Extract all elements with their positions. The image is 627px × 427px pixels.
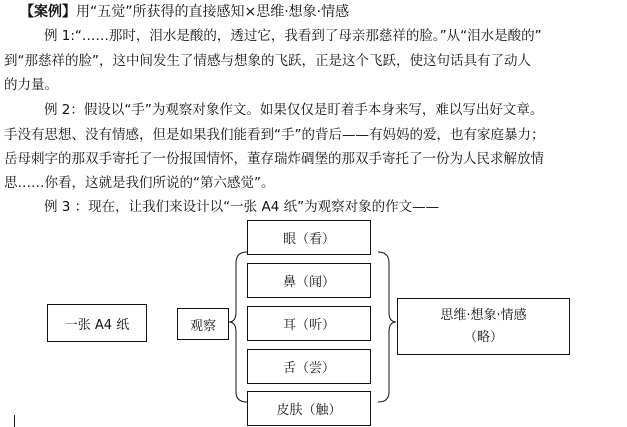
- right-brace: [378, 252, 396, 402]
- sense-touch-label: 皮肤（触）: [276, 403, 342, 418]
- sense-box-sight: [247, 220, 371, 255]
- sense-box-taste: [247, 349, 371, 384]
- example2-line-1: 例 2：假设以“手”为观察对象作文。如果仅仅是盯着手本身来写，难以写出好文章。: [44, 102, 544, 118]
- left-brace: [229, 252, 247, 402]
- example2-line-4: 思……你看，这就是我们所说的“第六感觉”。: [4, 175, 275, 191]
- example2-line-3: 岳母刺字的那双手寄托了一份报国情怀，董存瑞炸碉堡的那双手寄托了一份为人民求解放情: [4, 151, 544, 167]
- result-box-line-2: （略）: [463, 329, 503, 345]
- case-heading-tag: 【案例】: [20, 4, 76, 20]
- example1-line-1: 例 1:“……那时，泪水是酸的，透过它，我看到了母亲那慈祥的脸。”从“泪水是酸的”: [44, 28, 542, 44]
- case-heading-text: 用“五觉”所获得的直接感知×思维·想象·情感: [76, 4, 350, 20]
- example1-line-2: 到“那慈祥的脸”，这中间发生了情感与想象的飞跃，正是这个飞跃，使这句话具有了动人: [4, 53, 531, 69]
- result-box: [397, 298, 570, 355]
- sense-box-smell: [247, 263, 371, 298]
- example2-line-2: 手没有思想、没有情感，但是如果我们能看到“手”的背后——有妈妈的爱，也有家庭暴力；: [4, 127, 545, 143]
- observe-box: [177, 308, 229, 340]
- observe-box-label: 观察: [189, 318, 216, 334]
- example1-line-3: 的力量。: [4, 77, 58, 93]
- object-box-label: 一张 A4 纸: [64, 317, 130, 333]
- result-box-line-1: 思维·想象·情感: [440, 307, 527, 323]
- sense-smell-label: 鼻（闻）: [282, 275, 335, 290]
- example3-intro: 例 3 ：现在，让我们来设计以“一张 A4 纸”为观察对象的作文——: [44, 199, 440, 215]
- sense-hearing-label: 耳（听）: [282, 318, 335, 333]
- sense-box-touch: [247, 391, 371, 426]
- sense-box-hearing: [247, 306, 371, 341]
- sense-taste-label: 舌（尝）: [282, 361, 335, 376]
- sense-sight-label: 眼（看）: [282, 232, 335, 247]
- object-box: [47, 304, 147, 342]
- text-cursor: [14, 415, 15, 427]
